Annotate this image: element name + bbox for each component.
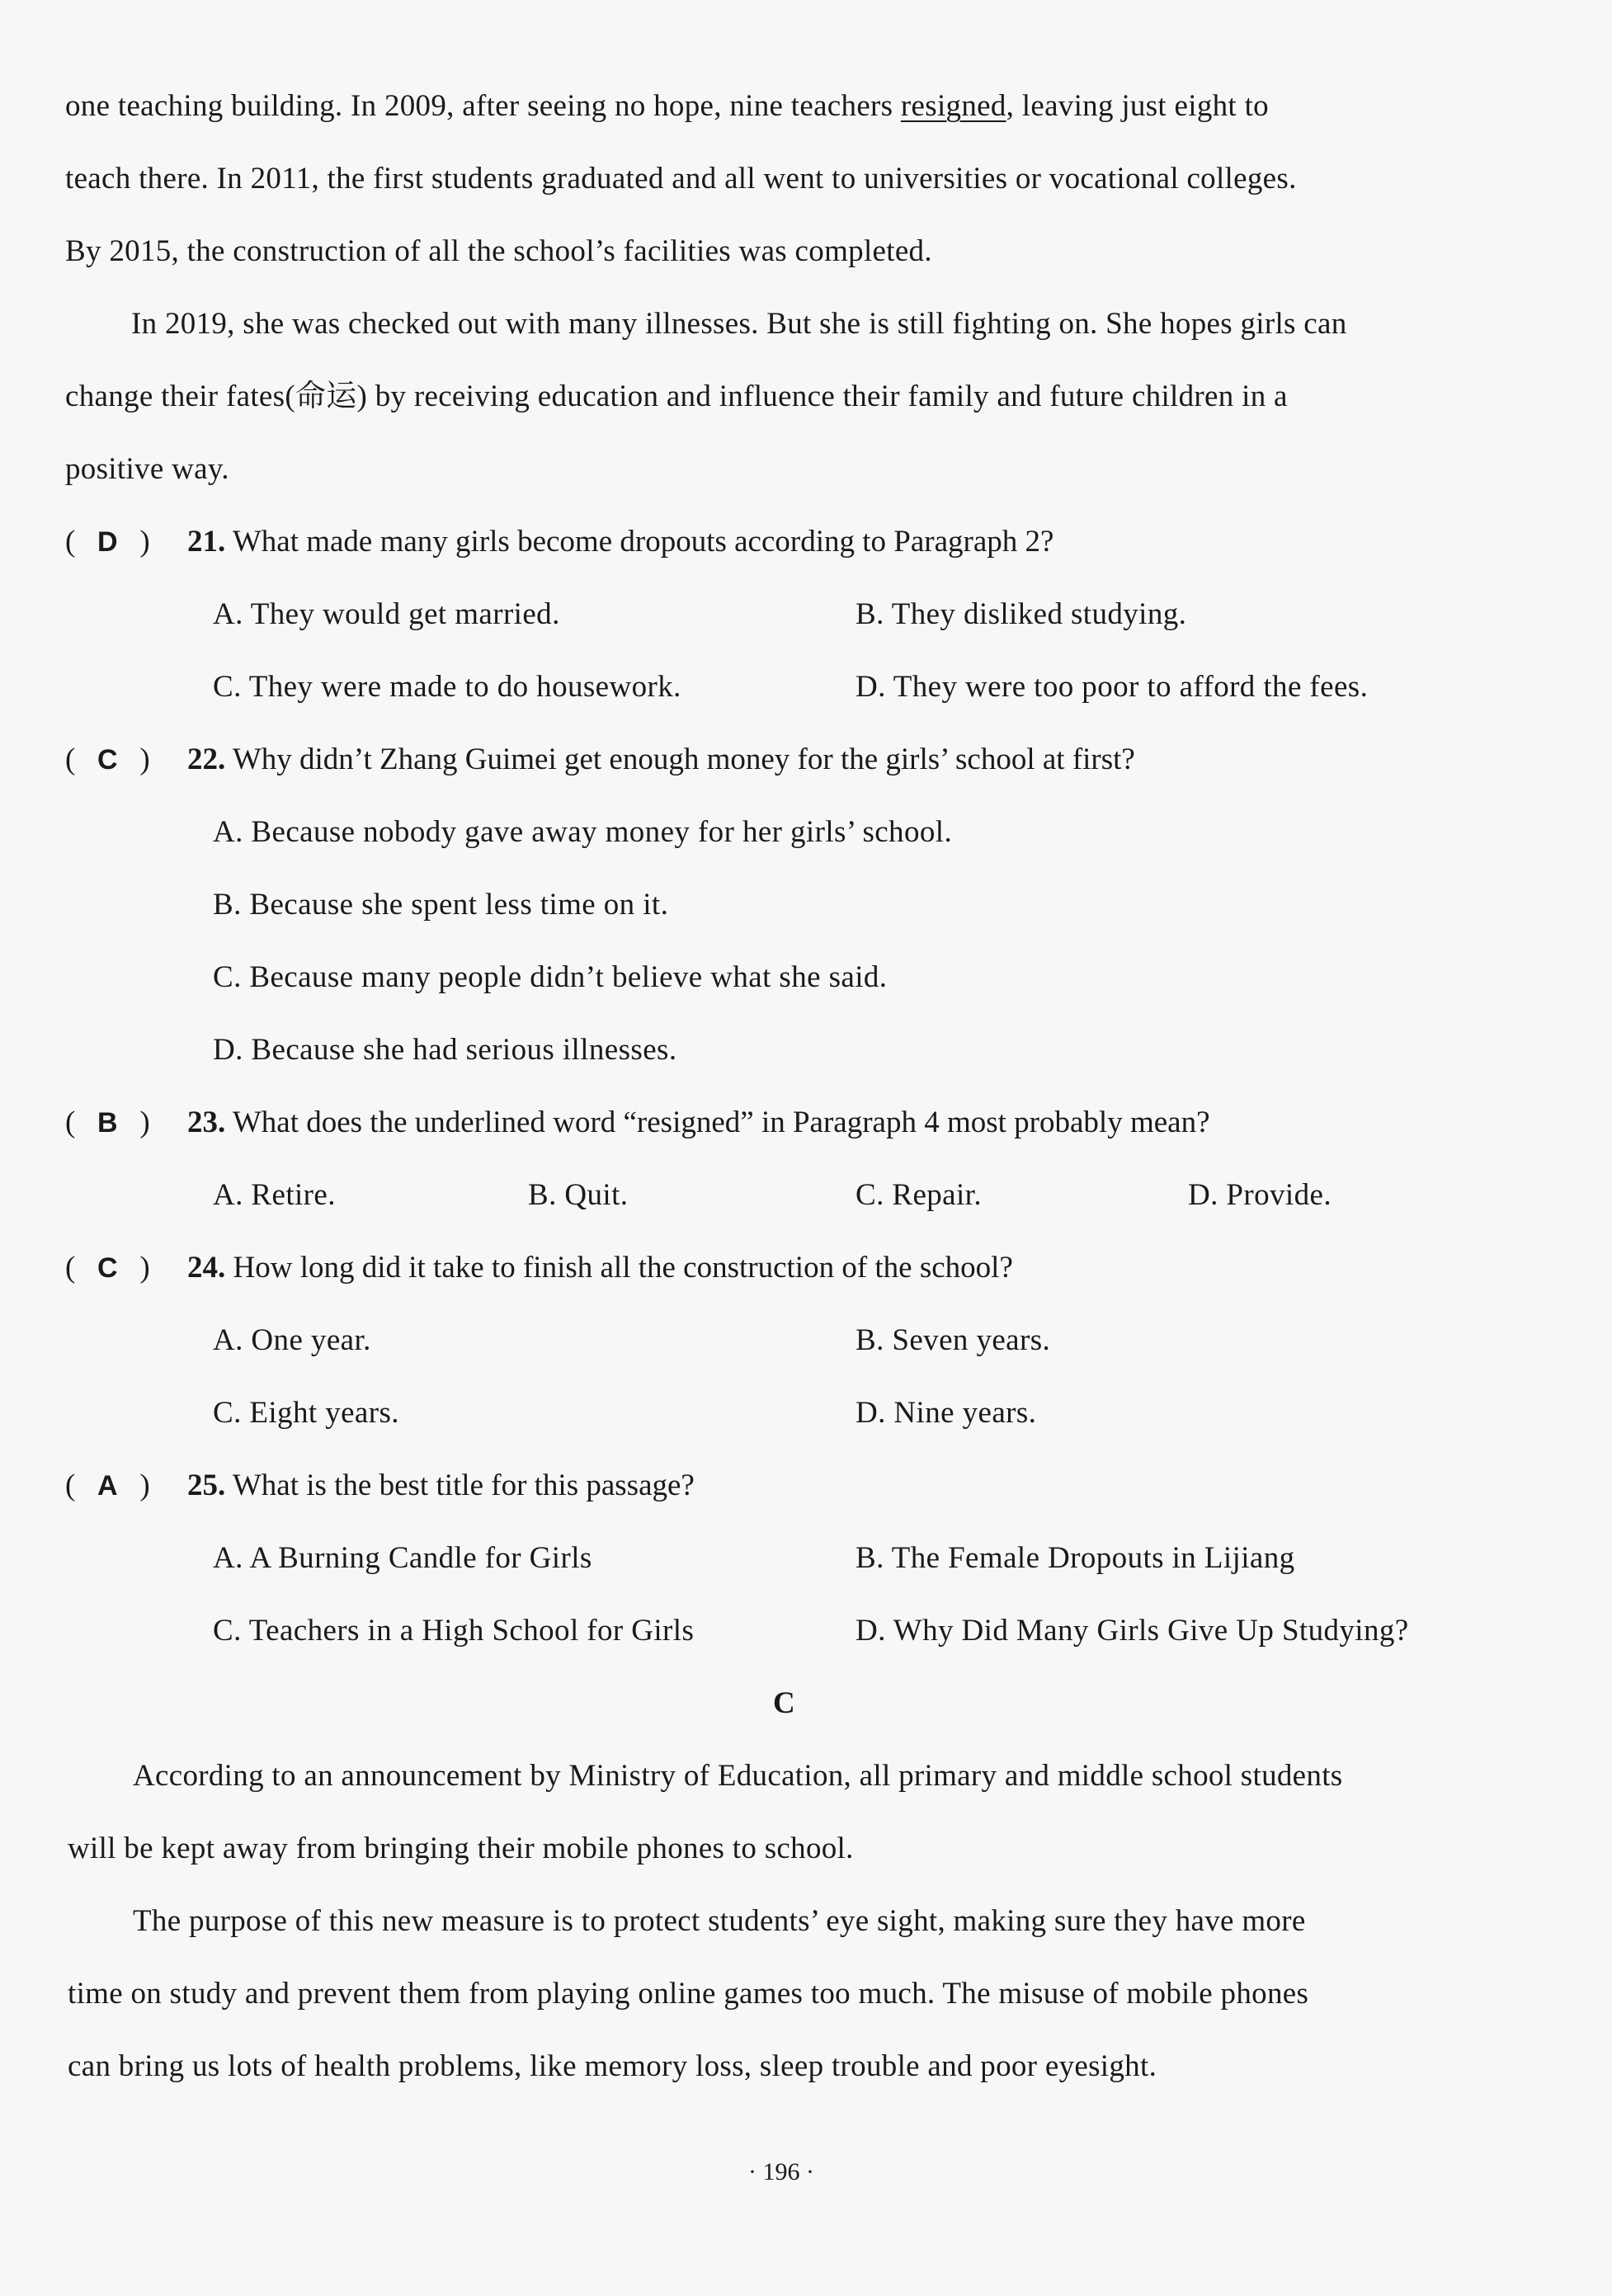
- p4-line-1: [65, 91, 1269, 121]
- p5-line-1: In 2019, she was checked out with many illnesses. But she is still fighting on. She hopes girls can: [131, 307, 1347, 341]
- option-23-d: D. Provide.: [1188, 1178, 1332, 1212]
- question-25: [65, 1470, 695, 1501]
- question-22: [65, 744, 1135, 775]
- page-number: · 196 ·: [748, 2158, 814, 2185]
- question-stem: Why didn’t Zhang Guimei get enough money for the girls’ school at first?: [232, 743, 1135, 776]
- question-stem: How long did it take to finish all the construction of the school?: [233, 1251, 1013, 1285]
- p4-text: , leaving just eight to: [1006, 89, 1269, 123]
- option-22-d: D. Because she had serious illnesses.: [213, 1033, 677, 1067]
- section-heading-c: C: [773, 1686, 795, 1720]
- option-25-b: B. The Female Dropouts in Lijiang: [855, 1541, 1295, 1575]
- question-number: 24.: [187, 1251, 226, 1285]
- p4-line-2: teach there. In 2011, the first students graduated and all went to universities or vocational colleges.: [65, 162, 1297, 196]
- answer-letter: B: [97, 1107, 118, 1139]
- question-number: 21.: [187, 525, 226, 559]
- option-21-c: C. They were made to do housework.: [213, 670, 681, 704]
- p4-text: one teaching building. In 2009, after seeing no hope, nine teachers: [65, 89, 901, 123]
- p5-line-3: positive way.: [65, 452, 229, 486]
- answer-letter: C: [97, 1252, 118, 1284]
- question-number: 22.: [187, 743, 226, 776]
- question-number: 23.: [187, 1106, 226, 1139]
- question-stem: What does the underlined word “resigned” in Paragraph 4 most probably mean?: [232, 1106, 1210, 1139]
- answer-letter: D: [97, 526, 118, 558]
- option-22-a: A. Because nobody gave away money for her girls’ school.: [213, 815, 953, 849]
- underlined-word-resigned: resigned: [900, 89, 1006, 123]
- option-24-a: A. One year.: [213, 1323, 371, 1357]
- option-21-a: A. They would get married.: [213, 597, 560, 631]
- option-23-c: C. Repair.: [855, 1178, 983, 1212]
- question-23: [65, 1107, 1210, 1138]
- question-stem: What is the best title for this passage?: [232, 1469, 695, 1502]
- answer-letter: A: [97, 1470, 118, 1502]
- question-number: 25.: [187, 1469, 226, 1502]
- option-25-a: A. A Burning Candle for Girls: [213, 1541, 592, 1575]
- pc2-line-3: can bring us lots of health problems, like memory loss, sleep trouble and poor eyesight.: [68, 2049, 1157, 2083]
- option-22-b: B. Because she spent less time on it.: [213, 888, 669, 922]
- answer-bracket: ( C ): [65, 1251, 150, 1285]
- option-23-a: A. Retire.: [213, 1178, 336, 1212]
- option-23-b: B. Quit.: [528, 1178, 629, 1212]
- pc1-line-1: According to an announcement by Ministry of Education, all primary and middle school students: [133, 1759, 1343, 1793]
- answer-letter: C: [97, 744, 118, 776]
- answer-bracket: ( B ): [65, 1106, 150, 1139]
- option-21-d: D. They were too poor to afford the fees.: [855, 670, 1369, 704]
- option-24-b: B. Seven years.: [855, 1323, 1051, 1357]
- question-21: [65, 526, 1053, 557]
- pc1-line-2: will be kept away from bringing their mobile phones to school.: [68, 1832, 854, 1865]
- option-24-c: C. Eight years.: [213, 1396, 399, 1430]
- option-25-d: D. Why Did Many Girls Give Up Studying?: [855, 1614, 1409, 1648]
- option-24-d: D. Nine years.: [855, 1396, 1037, 1430]
- answer-bracket: ( C ): [65, 743, 150, 776]
- pc2-line-2: time on study and prevent them from playing online games too much. The misuse of mobile phones: [68, 1977, 1309, 2011]
- option-21-b: B. They disliked studying.: [855, 597, 1187, 631]
- option-22-c: C. Because many people didn’t believe what she said.: [213, 960, 888, 994]
- option-25-c: C. Teachers in a High School for Girls: [213, 1614, 695, 1648]
- question-stem: What made many girls become dropouts according to Paragraph 2?: [232, 525, 1054, 559]
- answer-bracket: ( D ): [65, 525, 150, 559]
- question-24: [65, 1252, 1013, 1283]
- answer-bracket: ( A ): [65, 1469, 150, 1502]
- pc2-line-1: The purpose of this new measure is to protect students’ eye sight, making sure they have more: [133, 1904, 1306, 1938]
- p5-line-2: change their fates(命运) by receiving education and influence their family and future children in a: [65, 380, 1288, 413]
- p4-line-3: By 2015, the construction of all the school’s facilities was completed.: [65, 234, 932, 268]
